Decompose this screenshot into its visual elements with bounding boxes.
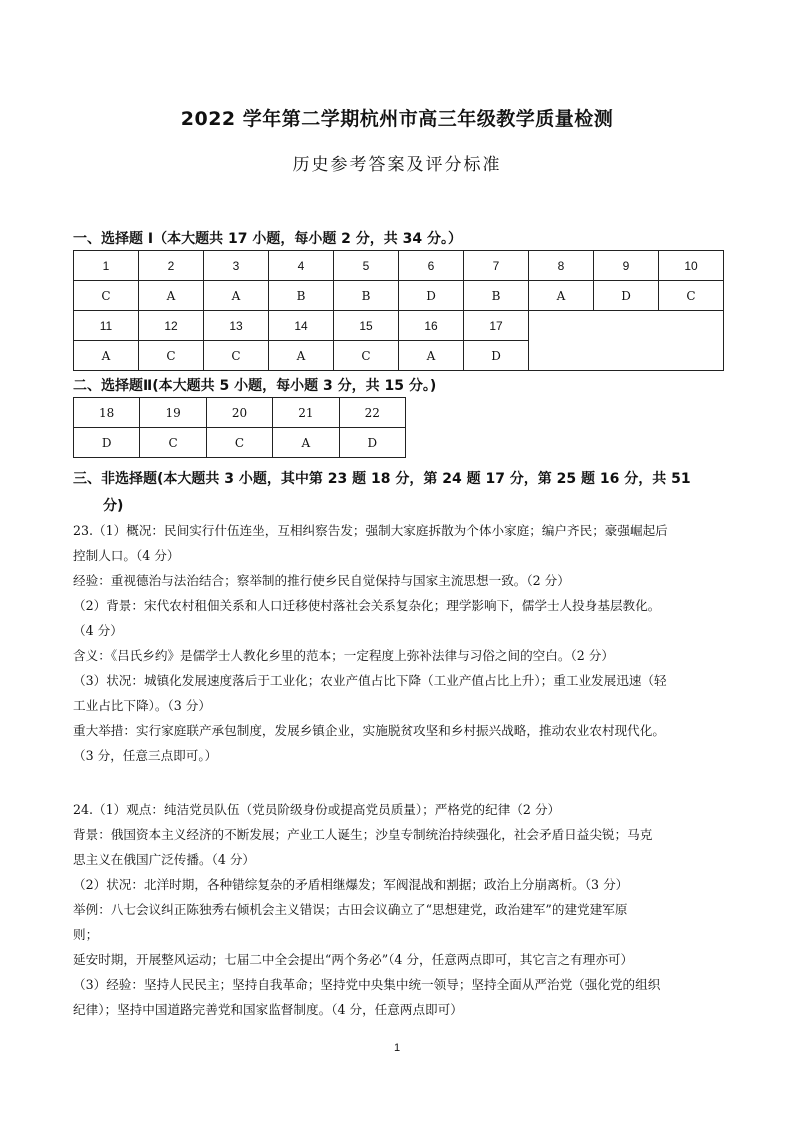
question-number: 8 <box>529 251 594 281</box>
section3-heading-continued: 分) <box>103 498 124 514</box>
answer-cell: D <box>339 428 405 458</box>
answer-line: 重大举措：实行家庭联产承包制度，发展乡镇企业，实施脱贫攻坚和乡村振兴战略，推动农业农村现代化。 <box>73 723 665 738</box>
answer-line: 纪律）；坚持中国道路完善党和国家监督制度。（4 分，任意两点即可） <box>73 1002 463 1017</box>
answer-line: （2）状况：北洋时期，各种错综复杂的矛盾相继爆发；军阀混战和割据；政治上分崩离析。（3 分） <box>73 877 629 892</box>
q23-answer <box>73 518 723 768</box>
answer-line: 举例：八七会议纠正陈独秀右倾机会主义错误；古田会议确立了“思想建党，政治建军”的建党建军原 <box>73 902 628 917</box>
answer-cell: B <box>464 281 529 311</box>
question-number: 18 <box>74 398 140 428</box>
answer-cell: A <box>269 341 334 371</box>
question-number: 6 <box>399 251 464 281</box>
answer-cell: D <box>594 281 659 311</box>
answer-cell: C <box>334 341 399 371</box>
question-number: 3 <box>204 251 269 281</box>
answer-cell: A <box>204 281 269 311</box>
table-row <box>74 398 406 428</box>
answer-cell: A <box>399 341 464 371</box>
question-number: 14 <box>269 311 334 341</box>
section2-answer-table <box>73 397 406 458</box>
answer-cell: C <box>659 281 724 311</box>
table-row <box>74 281 724 311</box>
answer-line: 23.（1）概况：民间实行什伍连坐，互相纠察告发；强制大家庭拆散为个体小家庭；编户齐民；豪强崛起后 <box>73 523 668 538</box>
question-number: 19 <box>140 398 206 428</box>
answer-line: 经验：重视德治与法治结合；察举制的推行使乡民自觉保持与国家主流思想一致。（2 分） <box>73 573 570 588</box>
page-number: 1 <box>393 1042 401 1054</box>
document-title: 2022 学年第二学期杭州市高三年级教学质量检测 <box>180 108 614 130</box>
section1-answer-table <box>73 250 724 371</box>
answer-cell: A <box>139 281 204 311</box>
question-number: 10 <box>659 251 724 281</box>
answer-cell: C <box>206 428 272 458</box>
document-subtitle: 历史参考答案及评分标准 <box>292 155 502 175</box>
answer-line: （2）背景：宋代农村租佃关系和人口迁移使村落社会关系复杂化；理学影响下，儒学士人投身基层教化。 <box>73 598 661 613</box>
answer-cell: A <box>273 428 339 458</box>
question-number: 21 <box>273 398 339 428</box>
answer-line: 思主义在俄国广泛传播。（4 分） <box>73 852 256 867</box>
answer-cell: C <box>139 341 204 371</box>
question-number: 11 <box>74 311 139 341</box>
answer-cell: D <box>74 428 140 458</box>
question-number: 4 <box>269 251 334 281</box>
answer-line: 背景：俄国资本主义经济的不断发展；产业工人诞生；沙皇专制统治持续强化，社会矛盾日益尖锐；马克 <box>73 827 653 842</box>
question-number: 22 <box>339 398 405 428</box>
table-row <box>74 311 724 341</box>
answer-line: （4 分） <box>73 623 123 638</box>
question-number: 15 <box>334 311 399 341</box>
answer-cell: A <box>74 341 139 371</box>
question-number: 13 <box>204 311 269 341</box>
answer-line: （3）经验：坚持人民民主；坚持自我革命；坚持党中央集中统一领导；坚持全面从严治党（强化党的组织 <box>73 977 661 992</box>
question-number: 12 <box>139 311 204 341</box>
question-number: 16 <box>399 311 464 341</box>
answer-line: 24.（1）观点：纯洁党员队伍（党员阶级身份或提高党员质量）；严格党的纪律（2 分） <box>73 802 561 817</box>
question-number: 5 <box>334 251 399 281</box>
question-number: 2 <box>139 251 204 281</box>
answer-line: 延安时期，开展整风运动；七届二中全会提出“两个务必”（4 分，任意两点即可，其它言之有理亦可） <box>73 952 634 967</box>
answer-line: （3 分，任意三点即可。） <box>73 748 218 763</box>
table-row <box>74 251 724 281</box>
table-row <box>74 428 406 458</box>
question-number: 7 <box>464 251 529 281</box>
question-number: 20 <box>206 398 272 428</box>
answer-cell: D <box>399 281 464 311</box>
question-number: 17 <box>464 311 529 341</box>
answer-cell: C <box>74 281 139 311</box>
section3-heading: 三、非选择题(本大题共 3 小题，其中第 23 题 18 分，第 24 题 17 分，第 25 题 16 分，共 51 <box>73 471 691 487</box>
answer-line: （3）状况：城镇化发展速度落后于工业化；农业产值占比下降（工业产值占比上升）；重工业发展迅速（轻 <box>73 673 667 688</box>
answer-line: 控制人口。（4 分） <box>73 548 180 563</box>
answer-cell: C <box>140 428 206 458</box>
section1-heading: 一、选择题 I（本大题共 17 小题，每小题 2 分，共 34 分。） <box>73 231 463 247</box>
answer-line: 工业占比下降）。（3 分） <box>73 698 211 713</box>
question-number: 1 <box>74 251 139 281</box>
answer-cell: B <box>334 281 399 311</box>
answer-line: 则； <box>73 927 99 942</box>
answer-line: 含义：《吕氏乡约》是儒学士人教化乡里的范本；一定程度上弥补法律与习俗之间的空白。（2 分） <box>73 648 614 663</box>
answer-cell: B <box>269 281 334 311</box>
answer-cell: D <box>464 341 529 371</box>
q24-answer <box>73 797 723 1022</box>
section2-heading: 二、选择题Ⅱ(本大题共 5 小题，每小题 3 分，共 15 分。) <box>73 378 437 394</box>
question-number: 9 <box>594 251 659 281</box>
answer-cell: C <box>204 341 269 371</box>
answer-cell: A <box>529 281 594 311</box>
empty-cell <box>529 311 724 371</box>
